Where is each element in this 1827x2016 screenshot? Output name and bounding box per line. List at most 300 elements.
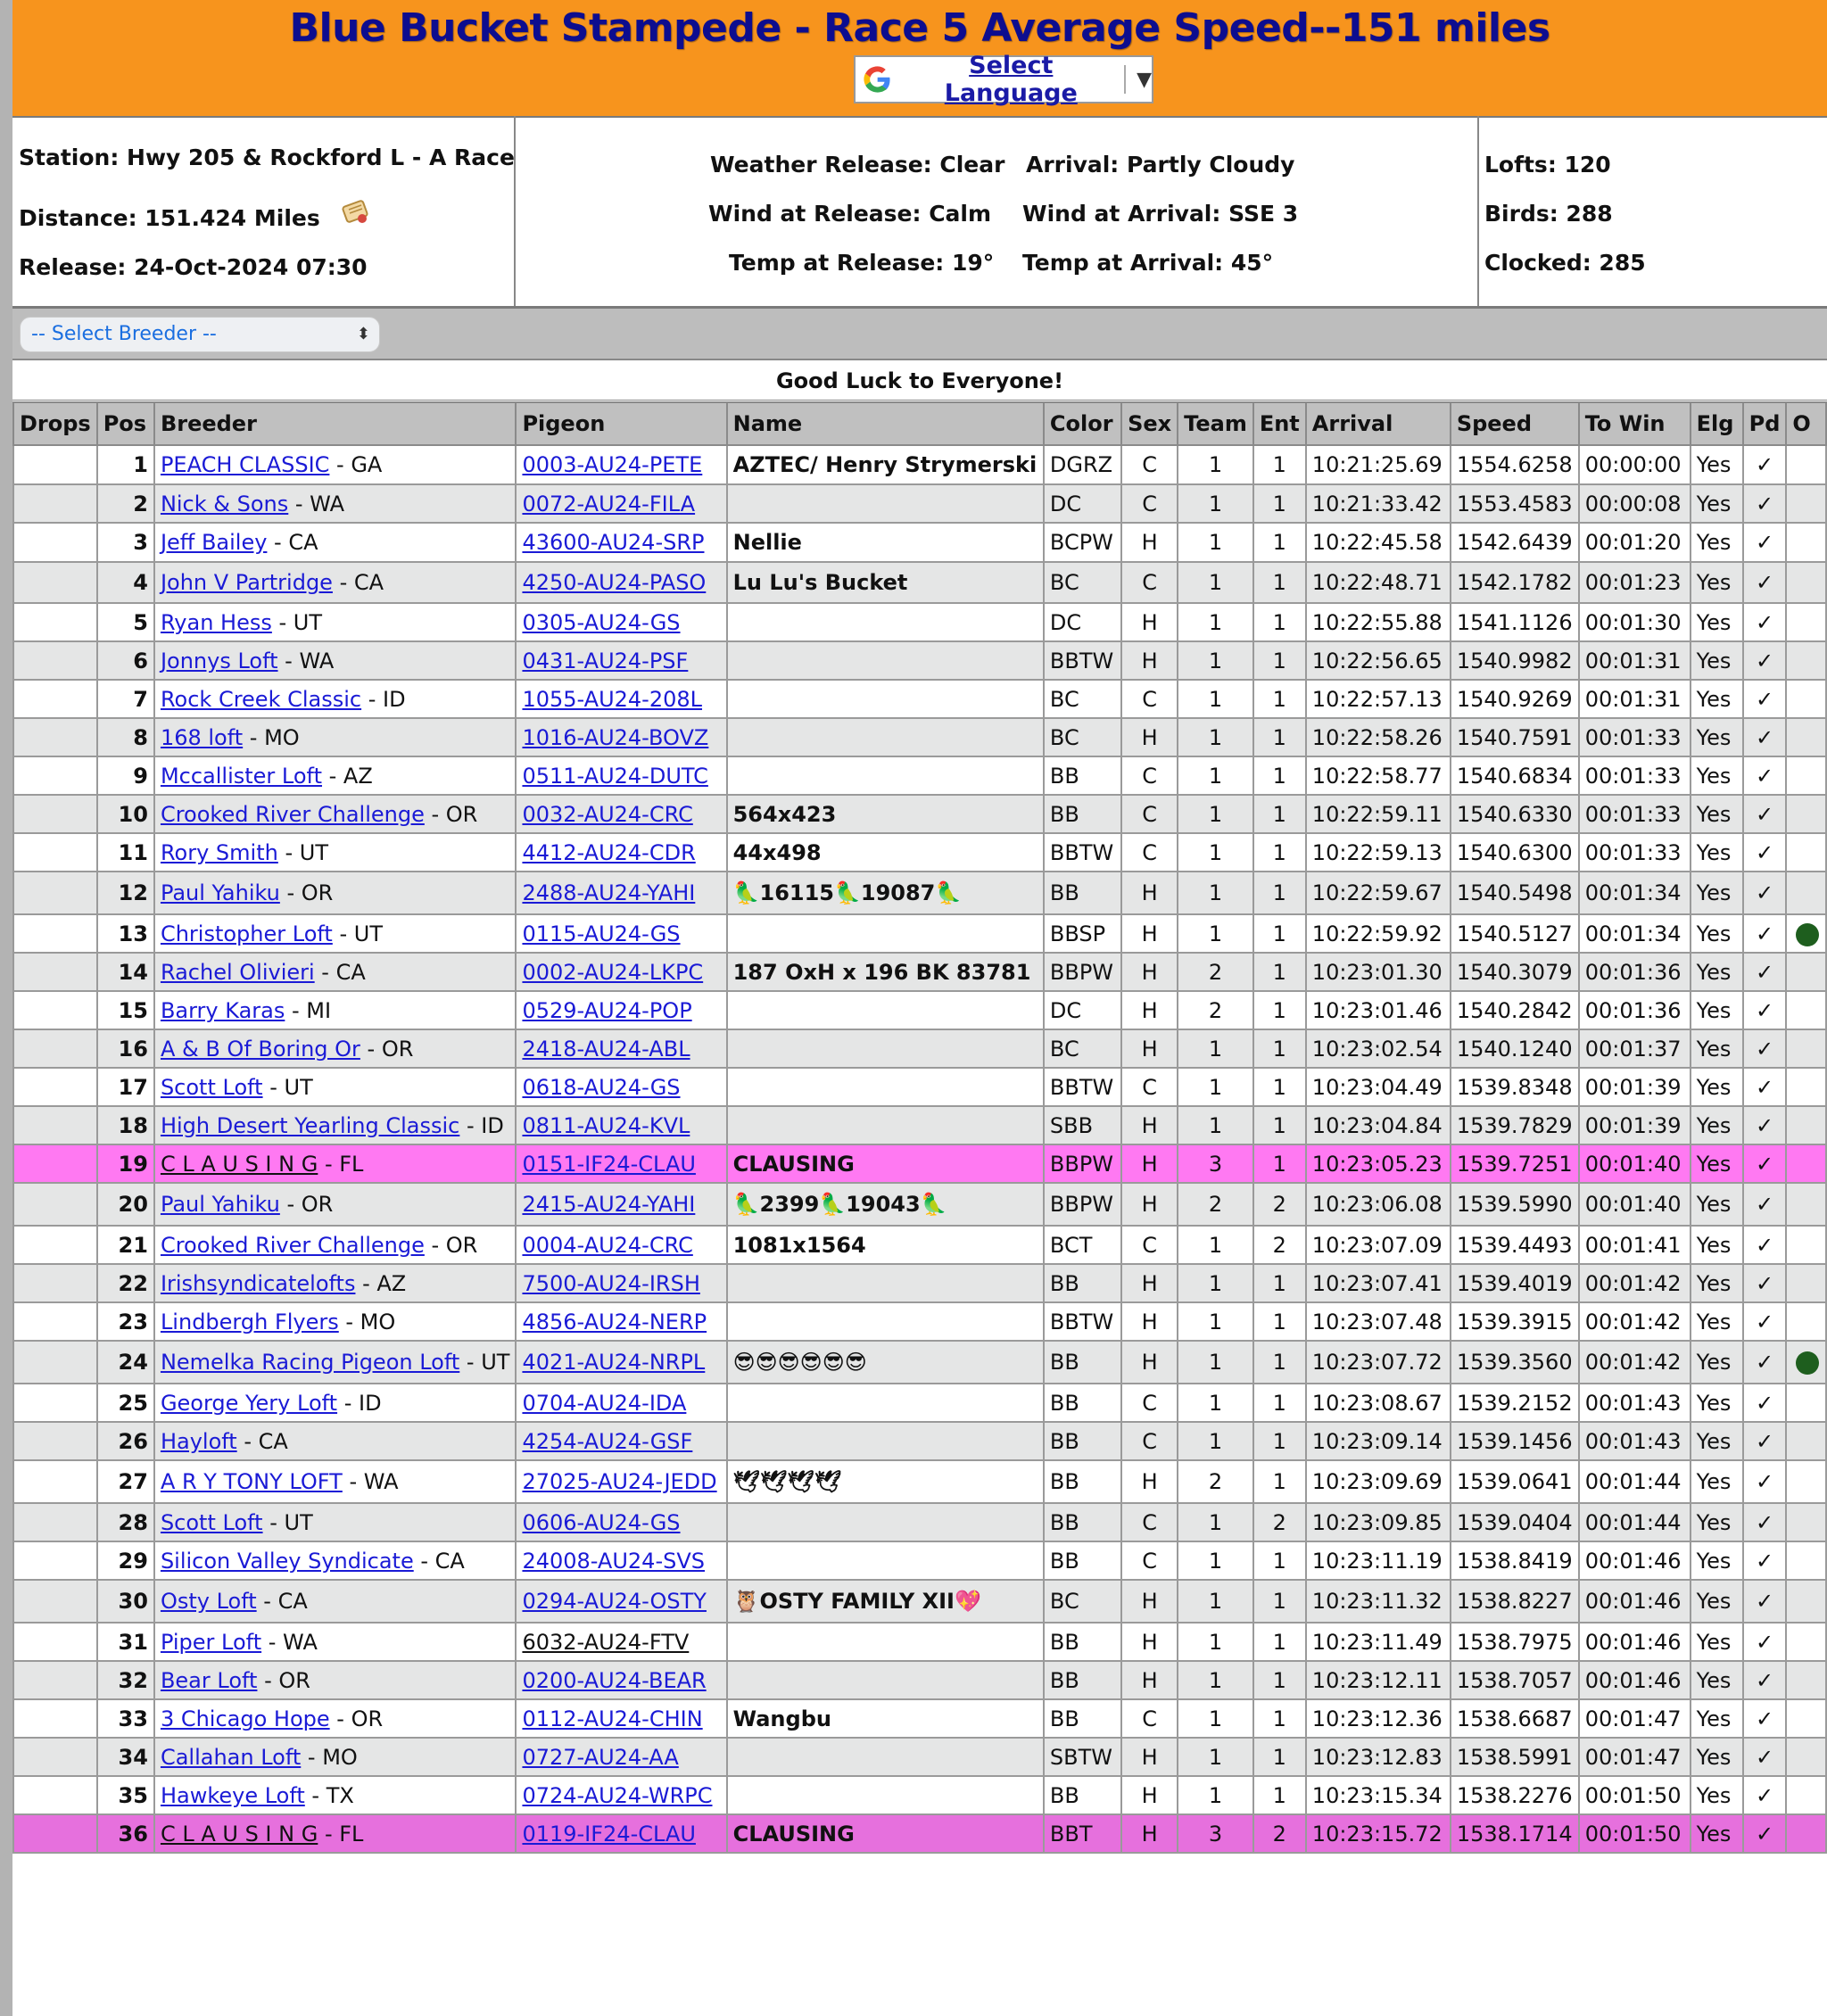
position-value: 31 [118,1629,148,1655]
elg-cell [1691,991,1743,1029]
to-win-value: 00:01:46 [1584,1667,1682,1693]
pigeon-link[interactable]: 2418-AU24-ABL [522,1036,690,1062]
o-cell [1786,1776,1826,1814]
breeder-link[interactable]: Jeff Bailey [160,530,268,555]
breeder-link[interactable]: Mccallister Loft [160,763,322,789]
sex-value: H [1141,880,1158,905]
name-cell [727,872,1044,914]
arrival-cell [1306,953,1451,991]
drops-cell [13,1699,97,1738]
arrival-cell [1306,641,1451,680]
pigeon-link[interactable]: 0511-AU24-DUTC [522,763,708,789]
pigeon-link[interactable]: 0072-AU24-FILA [522,491,696,516]
breeder-link[interactable]: George Yery Loft [160,1390,338,1416]
breeder-link[interactable]: Christopher Loft [160,921,333,946]
breeder-link[interactable]: Rory Smith [160,839,278,865]
breeder-link[interactable]: Irishsyndicatelofts [160,1270,356,1296]
pigeon-cell [516,953,726,991]
elg-cell [1691,1384,1743,1422]
color-cell [1044,795,1121,833]
pigeon-link[interactable]: 0431-AU24-PSF [522,648,689,673]
paid-check-icon: ✓ [1755,686,1774,712]
arrival-cell [1306,1623,1451,1661]
towin-cell [1579,914,1691,953]
table-row [13,1661,1826,1699]
drops-cell [13,523,97,562]
to-win-value: 00:01:36 [1584,997,1682,1023]
color-value: BBSP [1049,921,1106,946]
table-row [13,914,1826,953]
sex-cell [1121,1029,1178,1068]
breeder-link[interactable]: Paul Yahiku [160,880,280,905]
color-cell [1044,1738,1121,1776]
towin-cell [1579,756,1691,795]
drops-cell [13,1183,97,1226]
breeder-select[interactable] [20,317,380,352]
color-value: SBB [1049,1112,1094,1138]
eligible-value: Yes [1696,1270,1732,1296]
arrival-value: 10:23:06.08 [1311,1192,1443,1217]
color-cell [1044,953,1121,991]
ent-value: 1 [1272,609,1286,635]
table-row [13,795,1826,833]
speed-cell [1451,1503,1579,1541]
column-header-o: O [1786,402,1826,445]
pos-cell [97,991,154,1029]
breeder-link[interactable]: Jonnys Loft [160,648,278,673]
eligible-value: Yes [1696,1469,1732,1494]
pigeon-name: 🕊🕊🕊🕊 [732,1469,842,1494]
name-cell [727,1460,1044,1503]
color-cell [1044,1460,1121,1503]
breeder-link[interactable]: Crooked River Challenge [160,801,425,827]
position-value: 23 [118,1309,148,1334]
color-cell [1044,1183,1121,1226]
breeder-link[interactable]: Bear Loft [160,1667,258,1693]
speed-value: 1539.2152 [1456,1390,1573,1416]
pos-cell [97,756,154,795]
sex-value: H [1141,1469,1158,1494]
pigeon-link[interactable]: 1016-AU24-BOVZ [522,724,709,750]
sex-value: H [1141,1036,1158,1062]
breeder-link[interactable]: Rachel Olivieri [160,959,315,985]
towin-cell [1579,795,1691,833]
to-win-value: 00:01:44 [1584,1469,1682,1494]
breeder-link[interactable]: Paul Yahiku [160,1192,280,1217]
pigeon-link[interactable]: 2415-AU24-YAHI [522,1192,696,1217]
pigeon-link[interactable]: 0003-AU24-PETE [522,452,703,477]
to-win-value: 00:01:41 [1584,1232,1682,1258]
breeder-cell [154,484,517,523]
name-cell [727,991,1044,1029]
arrival-cell [1306,1106,1451,1144]
color-value: BB [1049,1350,1079,1375]
color-cell [1044,1029,1121,1068]
pigeon-link[interactable]: 0032-AU24-CRC [522,801,693,827]
pigeon-link[interactable]: 1055-AU24-208L [522,686,703,712]
breeder-link[interactable]: PEACH CLASSIC [160,452,330,477]
ent-value: 1 [1272,452,1286,477]
color-cell [1044,523,1121,562]
sex-cell [1121,1623,1178,1661]
pigeon-link[interactable]: 7500-AU24-IRSH [522,1270,700,1296]
pigeon-link[interactable]: 0115-AU24-GS [522,921,681,946]
pigeon-link[interactable]: 4021-AU24-NRPL [522,1350,706,1375]
elg-cell [1691,914,1743,953]
breeder-link[interactable]: Barry Karas [160,997,285,1023]
color-value: BBTW [1049,1309,1114,1334]
pd-cell [1743,1738,1787,1776]
name-cell [727,1422,1044,1460]
team-value: 1 [1208,1509,1223,1535]
arrival-value: 10:23:08.67 [1311,1390,1443,1416]
o-cell [1786,795,1826,833]
paid-check-icon: ✓ [1755,959,1774,985]
towin-cell [1579,1029,1691,1068]
drops-cell [13,603,97,641]
breeder-state: - UT [262,1509,313,1535]
breeder-cell [154,1422,517,1460]
pigeon-link[interactable]: 0606-AU24-GS [522,1509,681,1535]
pigeon-cell [516,562,726,603]
table-row [13,1738,1826,1776]
breeder-link[interactable]: A & B Of Boring Or [160,1036,360,1062]
elg-cell [1691,1776,1743,1814]
color-value: BB [1049,1428,1079,1454]
speed-cell [1451,1661,1579,1699]
towin-cell [1579,1776,1691,1814]
breeder-link[interactable]: Osty Loft [160,1589,257,1614]
drops-cell [13,1341,97,1384]
ent-cell [1253,914,1306,953]
sex-value: H [1141,1782,1158,1808]
breeder-state: - UT [332,921,383,946]
arrival-value: 10:23:09.14 [1311,1428,1443,1454]
name-cell [727,603,1044,641]
to-win-value: 00:01:31 [1584,648,1682,673]
pigeon-link[interactable]: 0529-AU24-POP [522,997,692,1023]
speed-value: 1540.7591 [1456,724,1573,750]
color-value: BBPW [1049,1151,1114,1177]
team-value: 1 [1208,1270,1223,1296]
pigeon-cell [516,872,726,914]
color-value: BB [1049,1509,1079,1535]
pigeon-cell [516,1699,726,1738]
sex-cell [1121,680,1178,718]
pd-cell [1743,795,1787,833]
name-cell [727,1068,1044,1106]
name-cell [727,523,1044,562]
team-cell [1178,914,1253,953]
pd-cell [1743,1776,1787,1814]
pigeon-link[interactable]: 0294-AU24-OSTY [522,1589,707,1614]
pd-cell [1743,1029,1787,1068]
eligible-value: Yes [1696,1350,1732,1375]
dropdown-arrow-icon[interactable]: ▼ [1137,68,1152,91]
ent-cell [1253,1623,1306,1661]
paid-check-icon: ✓ [1755,1270,1774,1296]
elg-cell [1691,641,1743,680]
pigeon-cell [516,1661,726,1699]
pigeon-link[interactable]: 0811-AU24-KVL [522,1112,690,1138]
breeder-link[interactable]: Hayloft [160,1428,237,1454]
table-row [13,872,1826,914]
breeder-link[interactable]: A R Y TONY LOFT [160,1469,343,1494]
breeder-link[interactable]: Ryan Hess [160,609,272,635]
name-cell [727,1623,1044,1661]
pigeon-name: 😎😎😎😎😎😎 [732,1350,867,1375]
pigeon-link[interactable]: 0727-AU24-AA [522,1744,679,1770]
pigeon-link[interactable]: 4856-AU24-NERP [522,1309,707,1334]
pigeon-link[interactable]: 0119-IF24-CLAU [522,1821,696,1847]
speed-cell [1451,1068,1579,1106]
breeder-link[interactable]: High Desert Yearling Classic [160,1112,460,1138]
race-stats [1479,116,1827,306]
pigeon-link[interactable]: 0004-AU24-CRC [522,1232,693,1258]
ent-value: 2 [1272,1509,1286,1535]
team-cell [1178,1029,1253,1068]
breeder-link[interactable]: Scott Loft [160,1509,263,1535]
pigeon-link[interactable]: 0200-AU24-BEAR [522,1667,707,1693]
name-cell [727,795,1044,833]
team-value: 3 [1208,1151,1223,1177]
breeder-link[interactable]: C L A U S I N G [160,1821,318,1847]
ent-cell [1253,1264,1306,1302]
drops-cell [13,1106,97,1144]
arrival-value: 10:23:12.11 [1311,1667,1443,1693]
eligible-value: Yes [1696,530,1732,555]
sex-value: H [1141,1112,1158,1138]
pigeon-link[interactable]: 0305-AU24-GS [522,609,681,635]
speed-cell [1451,1699,1579,1738]
to-win-value: 00:01:30 [1584,609,1682,635]
color-cell [1044,914,1121,953]
position-value: 30 [118,1589,148,1614]
towin-cell [1579,1144,1691,1183]
breeder-link[interactable]: Nick & Sons [160,491,289,516]
paid-check-icon: ✓ [1755,1390,1774,1416]
sex-value: H [1141,1589,1158,1614]
eligible-value: Yes [1696,686,1732,712]
drops-cell [13,680,97,718]
ent-value: 2 [1272,1192,1286,1217]
status-dot-icon [1796,1351,1819,1375]
scroll-icon[interactable] [339,194,373,228]
breeder-state: - CA [314,959,366,985]
arrival-cell [1306,1503,1451,1541]
eligible-value: Yes [1696,1192,1732,1217]
team-value: 1 [1208,452,1223,477]
column-header-pigeon: Pigeon [516,402,726,445]
speed-value: 1540.1240 [1456,1036,1573,1062]
breeder-link[interactable]: Piper Loft [160,1629,262,1655]
pigeon-link[interactable]: 4254-AU24-GSF [522,1428,693,1454]
breeder-state: - ID [361,686,406,712]
pigeon-cell [516,1029,726,1068]
breeder-state: - CA [256,1589,308,1614]
sex-cell [1121,1341,1178,1384]
breeder-cell [154,1029,517,1068]
towin-cell [1579,562,1691,603]
pigeon-link[interactable]: 4412-AU24-CDR [522,839,696,865]
team-value: 2 [1208,959,1223,985]
ent-cell [1253,562,1306,603]
arrival-value: 10:23:09.85 [1311,1509,1443,1535]
to-win-value: 00:01:36 [1584,959,1682,985]
team-cell [1178,680,1253,718]
name-cell [727,953,1044,991]
color-value: BBT [1049,1821,1093,1847]
eligible-value: Yes [1696,1744,1732,1770]
drops-cell [13,1264,97,1302]
elg-cell [1691,1460,1743,1503]
pigeon-cell [516,1264,726,1302]
arrival-cell [1306,523,1451,562]
ent-value: 1 [1272,1036,1286,1062]
speed-cell [1451,1623,1579,1661]
breeder-link[interactable]: Silicon Valley Syndicate [160,1548,414,1574]
breeder-link[interactable]: Nemelka Racing Pigeon Loft [160,1350,460,1375]
color-value: BB [1049,880,1079,905]
color-value: BCPW [1049,530,1113,555]
arrival-cell [1306,1144,1451,1183]
elg-cell [1691,1814,1743,1853]
color-cell [1044,1699,1121,1738]
speed-value: 1539.7829 [1456,1112,1573,1138]
ent-value: 1 [1272,839,1286,865]
pigeon-link[interactable]: 27025-AU24-JEDD [522,1469,717,1494]
pd-cell [1743,1144,1787,1183]
breeder-link[interactable]: John V Partridge [160,570,333,595]
to-win-value: 00:01:43 [1584,1390,1682,1416]
sex-value: H [1141,648,1158,673]
to-win-value: 00:01:23 [1584,570,1682,595]
team-value: 1 [1208,491,1223,516]
arrival-cell [1306,445,1451,484]
arrival-value: 10:22:58.26 [1311,724,1443,750]
o-cell [1786,953,1826,991]
pigeon-link[interactable]: 0112-AU24-CHIN [522,1706,703,1731]
pos-cell [97,562,154,603]
color-value: BB [1049,1548,1079,1574]
breeder-state: - OR [329,1706,384,1731]
arrival-value: 10:23:07.72 [1311,1350,1443,1375]
breeder-link[interactable]: 168 loft [160,724,244,750]
sex-cell [1121,953,1178,991]
sex-cell [1121,1106,1178,1144]
drops-cell [13,1460,97,1503]
pigeon-link[interactable]: 6032-AU24-FTV [522,1629,690,1655]
arrival-cell [1306,1814,1451,1853]
team-cell [1178,1341,1253,1384]
team-value: 1 [1208,1074,1223,1100]
color-cell [1044,1503,1121,1541]
pigeon-link[interactable]: 0704-AU24-IDA [522,1390,687,1416]
color-cell [1044,833,1121,872]
color-value: BB [1049,1390,1079,1416]
breeder-link[interactable]: Rock Creek Classic [160,686,362,712]
pd-cell [1743,1503,1787,1541]
team-cell [1178,1661,1253,1699]
breeder-link[interactable]: Hawkeye Loft [160,1782,305,1808]
table-row [13,1580,1826,1623]
paid-check-icon: ✓ [1755,1548,1774,1574]
breeder-link[interactable]: Scott Loft [160,1074,263,1100]
o-cell [1786,1422,1826,1460]
arrival-value: 10:22:59.67 [1311,880,1443,905]
pigeon-link[interactable]: 4250-AU24-PASO [522,570,707,595]
color-value: DGRZ [1049,452,1113,477]
arrival-value: 10:23:12.83 [1311,1744,1443,1770]
sex-cell [1121,872,1178,914]
towin-cell [1579,1699,1691,1738]
breeder-cell [154,1503,517,1541]
pigeon-link[interactable]: 0724-AU24-WRPC [522,1782,713,1808]
breeder-link[interactable]: C L A U S I N G [160,1151,318,1177]
team-value: 1 [1208,1706,1223,1731]
sex-value: H [1141,1309,1158,1334]
ent-value: 1 [1272,570,1286,595]
breeder-link[interactable]: Crooked River Challenge [160,1232,425,1258]
speed-value: 1539.8348 [1456,1074,1573,1100]
speed-value: 1538.5991 [1456,1744,1573,1770]
team-value: 1 [1208,1350,1223,1375]
ent-value: 1 [1272,1350,1286,1375]
pigeon-link[interactable]: 24008-AU24-SVS [522,1548,705,1574]
elg-cell [1691,1580,1743,1623]
pigeon-name: 564x423 [732,801,837,827]
paid-check-icon: ✓ [1755,801,1774,827]
pos-cell [97,1302,154,1341]
color-cell [1044,991,1121,1029]
breeder-link[interactable]: 3 Chicago Hope [160,1706,330,1731]
pigeon-name: Lu Lu's Bucket [732,570,908,595]
pigeon-name: AZTEC/ Henry Strymerski [732,452,1038,477]
table-body [13,445,1826,1853]
towin-cell [1579,1106,1691,1144]
sex-cell [1121,1503,1178,1541]
ent-value: 1 [1272,1667,1286,1693]
pigeon-link[interactable]: 43600-AU24-SRP [522,530,705,555]
team-cell [1178,1623,1253,1661]
arrival-value: 10:22:55.88 [1311,609,1443,635]
ent-value: 1 [1272,1112,1286,1138]
breeder-state: - OR [424,801,478,827]
pigeon-link[interactable]: 2488-AU24-YAHI [522,880,696,905]
language-selector[interactable] [854,52,1153,107]
eligible-value: Yes [1696,1390,1732,1416]
to-win-value: 00:01:39 [1584,1112,1682,1138]
elg-cell [1691,1029,1743,1068]
name-cell [727,1738,1044,1776]
language-label[interactable]: Select Language [944,52,1078,107]
ent-cell [1253,1226,1306,1264]
color-value: BC [1049,570,1079,595]
to-win-value: 00:01:42 [1584,1350,1682,1375]
drops-cell [13,1226,97,1264]
breeder-link[interactable]: Callahan Loft [160,1744,302,1770]
breeder-link[interactable]: Lindbergh Flyers [160,1309,339,1334]
pigeon-link[interactable]: 0618-AU24-GS [522,1074,681,1100]
pigeon-cell [516,1226,726,1264]
breeder-state: - WA [342,1469,399,1494]
speed-cell [1451,1580,1579,1623]
pigeon-link[interactable]: 0002-AU24-LKPC [522,959,704,985]
table-row [13,1422,1826,1460]
sex-value: H [1141,1350,1158,1375]
pigeon-link[interactable]: 0151-IF24-CLAU [522,1151,696,1177]
column-header-breeder: Breeder [154,402,517,445]
